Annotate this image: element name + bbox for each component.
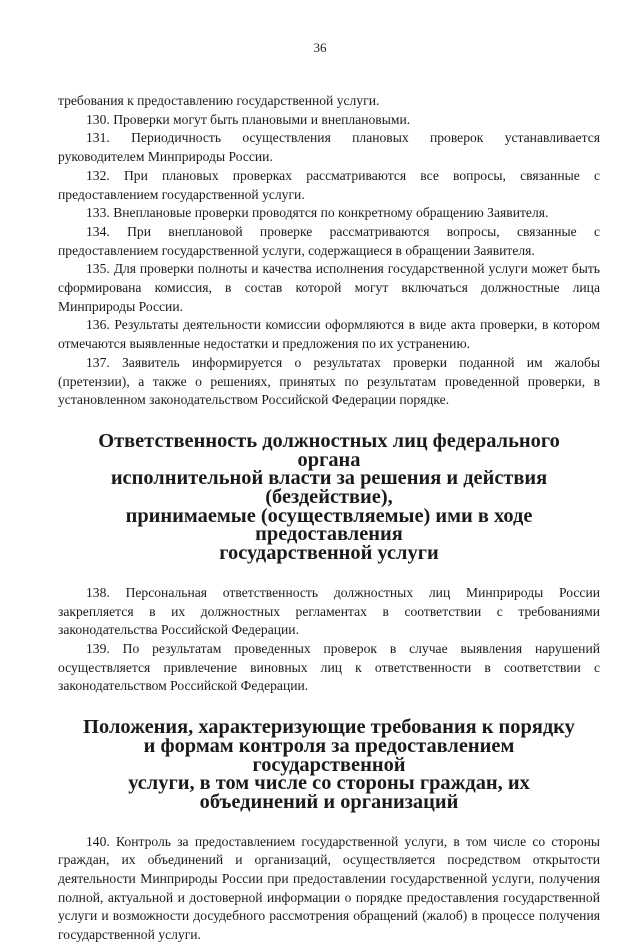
paragraph-133: 133. Внеплановые проверки проводятся по конкретному обращению Заявителя. [86,205,549,221]
heading-line: государственной услуги [219,542,439,565]
paragraph-131: 131. Периодичность осуществления плановых проверок устанавливается руководителем Минприроды России. [58,130,600,165]
paragraph-134: 134. При внеплановой проверке рассматриваются вопросы, связанные с предоставлением государственной услуги, содержащиеся в обращении Заявителя. [58,223,600,258]
heading-line: объединений и организаций [199,790,459,813]
heading-line: Ответственность должностных лиц федерального органа [98,429,560,471]
heading-line: и формам контроля за предоставлением государственной [143,734,515,776]
heading-line: исполнительной власти за решения и действия (бездействие), [110,467,548,509]
heading-line: услуги, в том числе со стороны граждан, их [128,772,530,795]
heading-line: Положения, характеризующие требования к порядку [83,716,575,739]
document-body [58,92,600,945]
paragraph-137: 137. Заявитель информируется о результатах проверки поданной им жалобы (претензии), а также о решениях, принятых по результатам проведенной проверки, в установленном законодательством Российской Федерации порядке. [58,354,600,408]
paragraph-138: 138. Персональная ответственность должностных лиц Минприроды России закрепляется в их должностных регламентах в соответствии с требованиями законодательства Российской Федерации. [58,584,600,638]
section-heading-responsibility [58,429,600,565]
section-heading-control [58,718,600,812]
heading-line: принимаемые (осуществляемые) ими в ходе предоставления [125,504,533,546]
paragraph-136: 136. Результаты деятельности комиссии оформляются в виде акта проверки, в котором отмечаются выявленные недостатки и предложения по их устранению. [58,317,600,352]
paragraph-130: 130. Проверки могут быть плановыми и внеплановыми. [86,111,411,127]
paragraph-135: 135. Для проверки полноты и качества исполнения государственной услуги может быть сформирована комиссия, в состав которой могут включаться должностные лица Минприроды России. [58,261,600,314]
page-number: 36 [313,40,327,55]
paragraph-continuation: требования к предоставлению государственной услуги. [58,93,380,108]
paragraph-139: 139. По результатам проведенных проверок в случае выявления нарушений осуществляется привлечение виновных лиц к ответственности в соответствии с законодательством Российской Федерации. [58,640,600,694]
paragraph-132: 132. При плановых проверках рассматриваются все вопросы, связанные с предоставлением государственной услуги. [58,167,600,202]
paragraph-140: 140. Контроль за предоставлением государственной услуги, в том числе со стороны граждан, их объединений и организаций, осуществляется посредством открытости деятельности Минприроды России при предоставлении государственной услуги, получения полной, актуальной и достоверной информации о порядке предоставления государственной услуги и возможности досудебного рассмотрения обращений (жалоб) в процессе получения государственной услуги. [58,833,600,943]
